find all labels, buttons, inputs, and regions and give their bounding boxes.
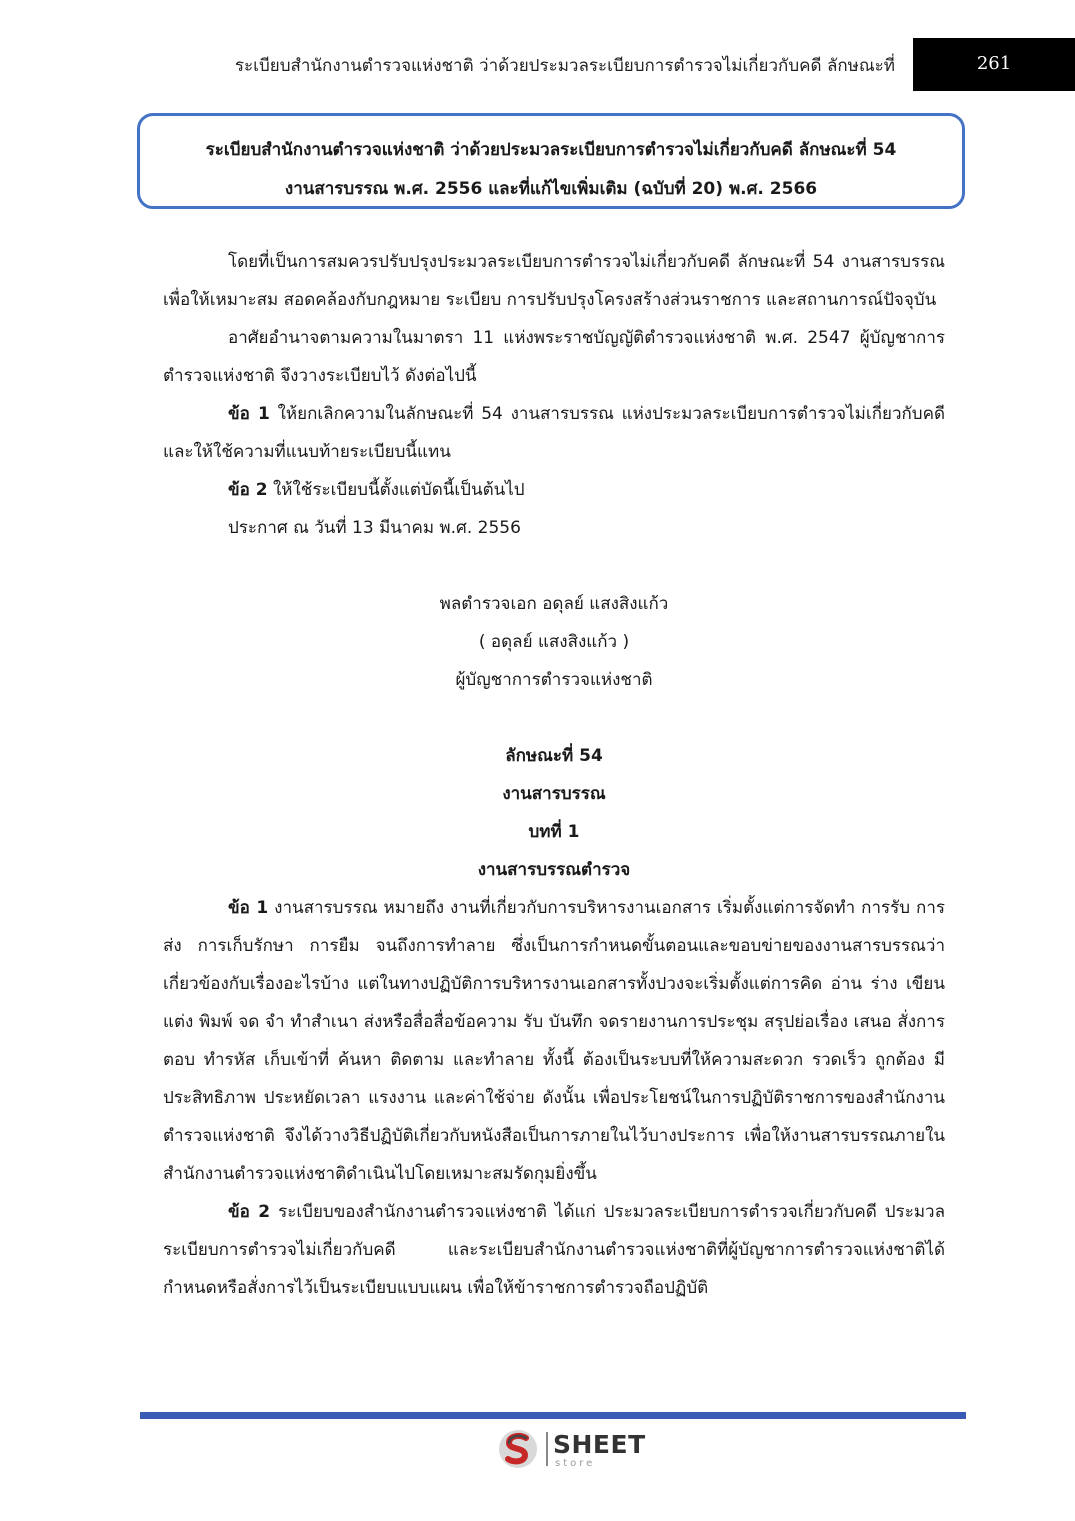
article-text: ให้ยกเลิกความในลักษณะที่ 54 งานสารบรรณ แห่งประมวลระเบียบการตำรวจไม่เกี่ยวกับคดีและให้ใช้ความที่แนบท้ายระเบียบนี้แทน (163, 404, 945, 462)
running-header (0, 38, 913, 91)
clause-2 (163, 1193, 945, 1307)
logo-subword: store (555, 1458, 596, 1469)
article-label: ข้อ 1 (228, 404, 270, 424)
article-label: ข้อ 2 (228, 480, 268, 500)
clause-label: ข้อ 1 (228, 898, 269, 918)
running-header-title: ระเบียบสำนักงานตำรวจแห่งชาติ ว่าด้วยประมวลระเบียบการตำรวจไม่เกี่ยวกับคดี ลักษณะที่ (234, 56, 895, 76)
document-title-box (137, 113, 965, 209)
clause-text: งานสารบรรณ หมายถึง งานที่เกี่ยวกับการบริหารงานเอกสาร เริ่มตั้งแต่การจัดทำ การรับ การส่ง การเก็บรักษา การยืม จนถึงการทำลาย ซึ่งเป็นการกำหนดขั้นตอนและขอบข่ายของงานสารบรรณว่าเกี่ยวข้องกับเรื่องอะไรบ้าง แต่ในทางปฏิบัติการบริหารงานเอกสารทั้งปวงจะเริ่มตั้งแต่การคิด อ่าน ร่าง เขียน แต่ง พิมพ์ จด จำ ทำสำเนา ส่งหรือสื่อสื่อข้อความ รับ บันทึก จดรายงานการประชุม สรุปย่อเรื่อง เสนอ สั่งการ ตอบ ทำรหัส เก็บเข้าที่ ค้นหา ติดตาม และทำลาย ทั้งนี้ ต้องเป็นระบบที่ให้ความสะดวก รวดเร็ว ถูกต้อง มีประสิทธิภาพ ประหยัดเวลา แรงงาน และค่าใช้จ่าย ดังนั้น เพื่อประโยชน์ในการปฏิบัติราชการของสำนักงานตำรวจแห่งชาติ จึงได้วางวิธีปฏิบัติเกี่ยวกับหนังสือเป็นการภายในไว้บางประการ เพื่อให้งานสารบรรณภายในสำนักงานตำรวจแห่งชาติดำเนินไปโดยเหมาะสมรัดกุมยิ่งขึ้น (163, 898, 946, 1184)
page-number-box (913, 38, 1075, 91)
document-title-line1: ระเบียบสำนักงานตำรวจแห่งชาติ ว่าด้วยประมวลระเบียบการตำรวจไม่เกี่ยวกับคดี ลักษณะที่ 54 (205, 140, 897, 160)
signature-position: ผู้บัญชาการตำรวจแห่งชาติ (455, 670, 653, 690)
logo-word: SHEET (553, 1430, 646, 1459)
signature-name: ( อดุลย์ แสงสิงแก้ว ) (478, 632, 630, 652)
page-number: 261 (976, 53, 1012, 74)
clause-text: ระเบียบของสำนักงานตำรวจแห่งชาติ ได้แก่ ประมวลระเบียบการตำรวจเกี่ยวกับคดี ประมวลระเบียบการตำรวจไม่เกี่ยวกับคดี และระเบียบสำนักงานตำรวจแห่งชาติที่ผู้บัญชาการตำรวจแห่งชาติได้กำหนดหรือสั่งการไว้เป็นระเบียบแบบแผน เพื่อให้ข้าราชการตำรวจถือปฏิบัติ (163, 1202, 945, 1298)
sheet-store-logo (497, 1428, 647, 1470)
part-name-heading: งานสารบรรณ (502, 784, 606, 804)
preamble-article-2 (163, 471, 945, 509)
clause-label: ข้อ 2 (228, 1202, 271, 1222)
article-text: ให้ใช้ระเบียบนี้ตั้งแต่บัดนี้เป็นต้นไป (267, 480, 525, 500)
clause-1 (163, 889, 945, 1193)
chapter-name-heading: งานสารบรรณตำรวจ (477, 860, 631, 880)
signature-rank-name: พลตำรวจเอก อดุลย์ แสงสิงแก้ว (439, 594, 669, 614)
part-heading: ลักษณะที่ 54 (505, 746, 603, 766)
document-title-line2: งานสารบรรณ พ.ศ. 2556 และที่แก้ไขเพิ่มเติม (ฉบับที่ 20) พ.ศ. 2566 (284, 179, 818, 199)
footer-rule (140, 1412, 966, 1419)
chapter-heading: บทที่ 1 (528, 822, 580, 842)
logo-divider (546, 1432, 548, 1466)
announcement-date: ประกาศ ณ วันที่ 13 มีนาคม พ.ศ. 2556 (228, 518, 521, 538)
preamble-paragraph-2: อาศัยอำนาจตามความในมาตรา 11 แห่งพระราชบัญญัติตำรวจแห่งชาติ พ.ศ. 2547 ผู้บัญชาการตำรวจแห่งชาติ จึงวางระเบียบไว้ ดังต่อไปนี้ (163, 328, 945, 386)
sheet-store-logo-icon (497, 1428, 539, 1470)
preamble-article-1 (163, 395, 945, 471)
document-body (163, 243, 945, 1307)
preamble-paragraph-1: โดยที่เป็นการสมควรปรับปรุงประมวลระเบียบการตำรวจไม่เกี่ยวกับคดี ลักษณะที่ 54 งานสารบรรณ เพื่อให้เหมาะสม สอดคล้องกับกฎหมาย ระเบียบ การปรับปรุงโครงสร้างส่วนราชการ และสถานการณ์ปัจจุบัน (163, 252, 945, 310)
